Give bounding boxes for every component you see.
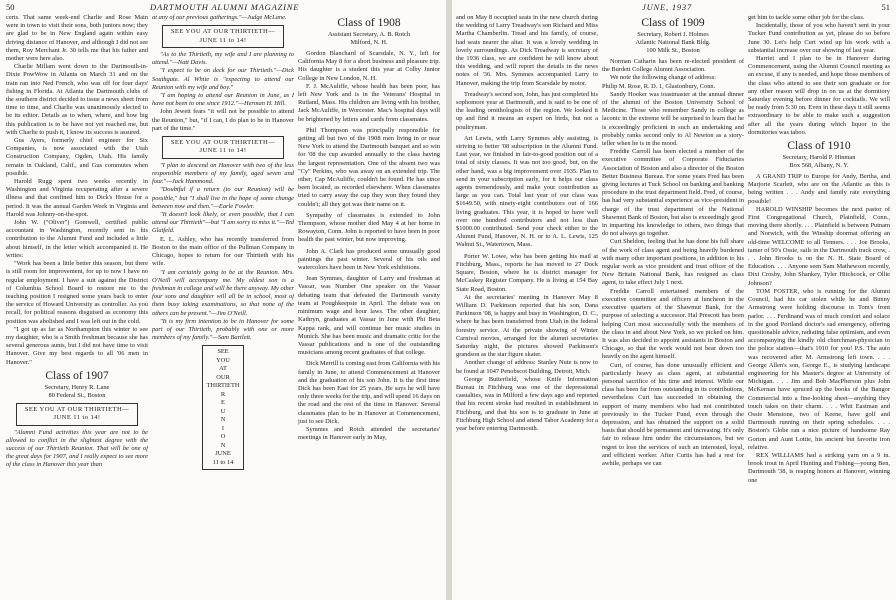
paragraph: Freddie Carroll entertained members of the executive committee and officers at luncheon in the executive quarters of the Shawmut Bank, for the purpose of selecting a successor. Hal Prescott has been helping Curt most successfully with the members of the class in and about New York, so we picked on him. It was also decided to appoint assistants in Boston and Chicago, so that the work would not bear down too heavily on the agent himself. — [602, 287, 744, 361]
class-1907-secretary: Secretary, Henry R. Lane — [44, 383, 110, 391]
paragraph: Sandy Hooker was toastmaster at the annual dinner of the alumni of the Boston University School of Medicine. Those who remember Sandy in college as laconic in the extreme will be surprised to learn that he is exceedingly proficient in such an undertaking and probably ranks second only to Al Newton as a story-teller when he is in the mood. — [602, 90, 744, 148]
paragraph: "Alumni Fund activities this year are not to be allowed to conflict in the slightest degree with the success of our Thirtieth Reunion. That will be one of the great days for 1907, and I really expect to see more of the class in Hanover this year than — [6, 428, 148, 469]
vertical-box-letter: N — [220, 416, 226, 424]
reunion-notice-date: JUNE 11 to 14! — [199, 36, 247, 44]
column-1 — [6, 14, 148, 598]
reunion-notice-box — [162, 25, 284, 48]
paragraph: "I expect to be on deck for our Thirtieth."—Dick Southgate. Al White is "expecting to attend our Reunion with my wife and boy." — [152, 67, 294, 91]
paragraph: George Butterfield, whose Knife Information Bureau in Fitchburg was one of the depressional casualties, was in Milford a few days ago and reported that his recent stroke had resulted in establishment in Fitchburg, and that his son is to graduate in June at Fitchburg High School and attend Tabor Academy for a year before entering Dartmouth. — [456, 375, 598, 432]
paragraph: Philip M. Rose, R. D. 1, Glastonbury, Conn. — [602, 82, 716, 90]
paragraph: "As to the Thirtieth, my wife and I are planning to attend."—Natt Davis. — [152, 51, 294, 67]
left-page-number: 50 — [6, 2, 15, 12]
paragraph: REX WILLIAMS had a striking yarn on a 9 in. brook trout in April Hunting and Fishing—young Ben, Dartmouth '38, is reaping honors at Hanover, winning one — [748, 451, 890, 484]
paragraph: "Doubtful if a return (to our Reunion) will be possible," but "I shall live in the hope of some change between now and then."—Earle Fowler. — [152, 186, 294, 210]
reunion-notice-box — [162, 136, 284, 159]
paragraph: HAROLD WINSHIP becomes the next pastor of First Congregational Church, Plainfield, Conn., moving there shortly. . . . Plainfield is between Putnam and Norwich, with the Winship doormat offering an old-time WELCOME to all Tenners. . . . Joe Brooks, tamer of 50's Ossie, sails in the Dartmouth track crew, . . . John Brooks is on the N. H. State Board of Education. . . . Anyone seen Sam Mathewson recently, Dixi Crosby, John Shankey, Tyler Hitchcock, or Ollie Johnson? — [748, 205, 890, 287]
reunion-notice-line: SEE YOU AT OUR THIRTIETH— — [24, 405, 130, 413]
paragraph: "I am hoping to attend our Reunion in June, as I have not been to one since 1912."—Herman H. Hill. — [152, 92, 294, 108]
vertical-box-word: OUR — [216, 373, 230, 381]
class-1907-address: 80 Federal St., Boston — [48, 391, 106, 399]
vertical-box-letter: U — [220, 407, 226, 415]
vertical-box-word: AT — [219, 365, 227, 373]
class-1909-secretary: Secretary, Robert J. Holmes — [637, 31, 709, 38]
vertical-box-word: YOU — [216, 356, 230, 364]
paragraph: Art Lewis, with Larry Symmes ably assisting, is striving to better '08 subscription in the Alumni Fund. Last year, we finished in fair-to-good position out of a total of sixty classes. It was not too good, but, on the other hand, was a big improvement over 1935. Plan to send in your subscription early, for it helps our class agents tremendously, and make your contribution as large as you can. Total last year of our class was $1649.50, with ninety-eight contributors out of 166 living graduates. This year, it is hoped to have well over one hundred contributors and not less than $1000.00 contributed. Send your check either to the Alumni Fund, Hanover, N. H. or to A. L. Lewis, 125 Walnut St., Watertown, Mass. — [456, 134, 598, 249]
paragraph: Treadway's second son, John, has just completed his sophomore year at Dartmouth, and is said to be one of the leading ornithologists of the region. We looked it up and find it means an expert on birds, but not a poultryman. — [456, 90, 598, 131]
class-1910-secretary: Secretary, Harold P. Hinman — [782, 154, 856, 162]
vertical-box-word: THIRTIETH — [206, 382, 240, 390]
paragraph: Gordon Blanchard of Scarsdale, N. Y., left for California May 8 for a short business and pleasure trip. His daughter is a student this year at Colby Junior College in New London, N. H. — [298, 50, 440, 82]
paragraph: "It doesn't look likely, or even possible, that I can attend our Thirtieth"—but "I am sorry to miss it."—Ted Glatfeld. — [152, 211, 294, 235]
right-running-title: JUNE, 1937 — [642, 2, 693, 12]
right-page-header — [452, 2, 896, 14]
class-1908-address: Milford, N. H. — [350, 39, 388, 46]
column-6 — [748, 14, 890, 598]
paragraph: Sympathy of classmates is extended to John Thompson, whose mother died May 4 at her home in Rowayton, Conn. John is reported to have been in poor health the past winter, but now improving. — [298, 211, 440, 244]
reunion-notice-line: SEE YOU AT OUR THIRTIETH— — [170, 139, 276, 147]
vertical-reunion-box — [202, 345, 244, 470]
column-2 — [152, 14, 294, 598]
vertical-box-word: 11 to 14 — [212, 458, 234, 466]
class-1909-address-line2: 100 Milk St., Boston — [646, 47, 700, 54]
paragraph: Symmes and Rotch attended the secretaries' meetings in Hanover early in May, — [298, 425, 440, 442]
class-1909-address-line1: Atlantic National Bank Bldg. — [635, 39, 711, 46]
vertical-box-word: JUNE — [215, 450, 231, 458]
paragraph: "It is my firm intention to be in Hanover for some part of our Thirtieth, probably with one or more members of my family."—Sam Bartlett. — [152, 317, 294, 342]
paragraph: John Jewett fears "it will not be possible to attend the Reunion," but, "if I can, I do plan to be in Hanover part of the time." — [152, 108, 294, 132]
paragraph: At the secretaries' meeting in Hanover May 8 William D. Parkinson reported that his son, Dana Parkinson '08, is happy and busy in Washington, D. C., where he has been transferred from Utah in the federal forestry service. At the private showing of Winter Carnival movies, arranged for the alumni secretaries Saturday night, the pictures showed Parkinson's grandson as the star figure skater. — [456, 293, 598, 359]
vertical-box-letter: E — [221, 399, 225, 407]
paragraph: Incidentally, those of you who haven't sent in your Tucker Fund contribution as yet, please do so before June 30. Let's help Curt wind up his work with a substantial increase over our showing of last year. — [748, 22, 890, 54]
class-1907-heading: Class of 1907 — [45, 369, 109, 382]
vertical-box-letter: R — [220, 390, 226, 398]
paragraph: John W. ("Oliver") Gomwell, certified public accountant in Washington, recently sent in his contribution to the Alumni Fund and included a little about himself, in the letter which accompanied it. He writes: — [6, 219, 148, 259]
left-running-title: DARTMOUTH ALUMNI MAGAZINE — [150, 2, 300, 12]
vertical-box-letter: I — [221, 424, 225, 432]
paragraph: TOM FOSTER, who is running for the Alumni Council, had his car stolen while he and Bunny Armstrong were holding discourse in Tom's front parlor. . . . Ferdinand was of much comfort and solace in the good Portland doctor's sad emergency, offering questionable advice, radiating false optimism, and even accompanying the kindly old churchman-physician to the police station—that's 1910 for you! P.S. The auto was recovered after M. Armstrong left town. . . . George Allen's son, George E., is studying landscape engineering for his Master's degree at University of Michigan. . . . Jim and Bob MacPherson plus John McKernan have spruced up the books of the Bangor Commercial into a fine-looking sheet—anything they touch takes on their charm. . . . Whit Eastman and Ossie Menstone, two of Keene, have golf and Dartmouth running on their spring schedules. . . . Boston's Globe ran a nice picture of handsome Ray Gorton and Aunt Lottie, his ancient but favorite iron relative. — [748, 287, 890, 451]
paragraph: and on May 8 occupied seats in the new church during the wedding of Larry Treadway's son Richard and Miss Martha Chamberlin. Tread and his family, of course, had seats nearer the altar. It was a lovely wedding in lovely surroundings. As Dick Treadway is secretary of the 1936 class, we are confident he will know about this wedding, and will report the details in the news notes of '36. Mrs. Symmes accompanied Larry to Hanover, making the trip from Scarsdale by motor. — [456, 14, 598, 87]
paragraph: F. J. McAuliffe, whose health has been poor, has left New York and is in the Veterans' Hospital in Rutland, Mass. His children are living with his brother, Jack McAuliffe, in Worcester. Mac's hospital days will be brightened by letters and cards from classmates. — [298, 82, 440, 123]
reunion-notice-date: JUNE 11 to 14! — [199, 147, 247, 155]
paragraph: Harold Rugg spent two weeks recently in Washington and Virginia recuperating after a severe illness and that confined him to Dick's House for a period. It was the annual Garden Week in Virginia and Harold was Johnny-on-the-spot. — [6, 178, 148, 218]
paragraph: "I plan to descend on Hanover with two of the less responsible members of my family, aged seven and four."—Jack Hammond. — [152, 161, 294, 186]
reunion-notice-line: SEE YOU AT OUR THIRTIETH— — [170, 28, 276, 36]
vertical-box-word: SEE — [217, 348, 229, 356]
paragraph: Porter W. Lowe, who has been getting his mail at Fitchburg, Mass., reports he has moved to 27 Dock Square, Boston, where he is district manager for McCaskey Register Company. He is living at 154 Bay State Road, Boston. — [456, 252, 598, 293]
paragraph: Curt Sheldon, feeling that he has done his full share of the work of class agent and being heavily burdened with many other important positions, in addition to his regular work as vice president and trust officer of the New Britain National Bank, has resigned as class agent, to take effect July 1 next. — [602, 238, 744, 287]
paragraph: E. L. Ashley, who has recently transferred from Boston to the main office of the Pullman Company in Chicago, hopes to return for our Thirtieth with his wife. — [152, 235, 294, 268]
paragraph: "I am certainly going to be at the Reunion. Mrs. O'Neill will accompany me. My oldest son is a freshman in college and will be there anyway. My other four sons and daughter will all be in school, most of them busy taking examinations, so that none of the others can be present."—Jim O'Neill. — [152, 268, 294, 317]
class-1909-heading: Class of 1909 — [641, 17, 705, 29]
paragraph: Dick Merrill is coming east from California with his family in June, to attend Commencement at Hanover and the graduation of his son John. It is the first time Dick has been East for 25 years. He says he will have only three weeks for the trip, and will spend 16 days on the road and the rest of the time in Hanover. Several classmates plan to be in Hanover at Commencement, just to see Dick. — [298, 360, 440, 425]
paragraph: "Work has been a little better this season, but there is still room for improvement, for up to now I have no regular employment. I have a suit against the District of Columbia School Board to restore me to the teaching position I resigned some years back to enter the service of Howard University as controller. As you recall, for political reasons disguised as economy this position was abolished and I was left out in the cold. — [6, 260, 148, 325]
paragraph: "I got up as far as Northampton this winter to see my daughter, who is a Smith freshman because she has several generous aunts, but I did not have time to visit Hanover. Give my best regards to all '06 men in Hanover." — [6, 325, 148, 366]
paragraph: Charlie Millam went down to the Dartmouth-in-Dixie PowWow in Atlanta on March 31 and on the train ran into Ned French, who was off for four days' fishing in Florida. At Atlanta the Dartmouth clubs of the southern district decided to issue a news sheet from time to time, and Charlie was unanimously elected to be its editor. Details as to when, where, and how big this publication is to be have not yet reached me, but with Charlie to push it, I know its success is assured. — [6, 63, 148, 136]
column-5 — [602, 14, 744, 598]
vertical-box-letter: N — [220, 441, 226, 449]
paragraph: Norman Catharin has been re-elected president of the Burdett College Alumni Association. — [602, 58, 744, 74]
paragraph: certs. That same week-end Charlie and Rose Main were in town to visit their sons, both juniors now; they are glad to be in New England again within easy driving distance of Hanover, and although I did not see them, Roy Merchant Jr. 30 tells me that his father and mother were here also. — [6, 14, 148, 63]
paragraph: Harriet and I plan to be in Hanover during Commencement, using the Alumni Council meeting as an excuse, if any is needed, and hope those members of the class who attend to see their son graduate or for any other reason will drop in on us at the dormitory Saturday evening before dinner for cocktails. We will be ready from 5:30 on. Even in these days it still seems extraordinary to be able to make such a suggestion after all the years during which liquor in the dormitories was taboo. — [748, 55, 890, 136]
left-page-header — [0, 2, 446, 14]
paragraph: Gus Ayers, formerly chief engineer for Six Companies, is now associated with the Utah Construction Company, Ogden, Utah. His family remain in Oakland, Calif., and Gus commutes when possible. — [6, 137, 148, 177]
paragraph: Curt, of course, has done unusually efficient and particularly heavy as class agent, at substantial personal sacrifice of his time and interest. While our class has been far from outstanding in its contributions, nevertheless Curt has succeeded in obtaining the support of many members who had not contributed previously to the Tucker Fund, even through the depression, and has obtained the support on a solid basis that should be permanent and increasing. It's only fair to release him under the circumstances, but we regret to lose the services of such an interested, loyal, and efficient worker. After Curtis has had a rest for awhile, perhaps we can — [602, 361, 744, 467]
reunion-notice-box — [16, 403, 138, 426]
paragraph: Jean Symmes, daughter of Larry and freshman at Vassar, was Number One speaker on the Vassar debating team that defeated the Dartmouth varsity team at Poughkeepsie in April. The debate was on minimum wage and hour laws. The other daughter, Kathryn, graduates at Vassar in June with Phi Beta Kappa rank, and will continue her music studies in Munich. She has been music and dramatic critic for the Vassar publications and is one of the outstanding musicians among recent graduates of that college. — [298, 275, 440, 357]
right-page-number: 51 — [881, 2, 890, 12]
paragraph: Another change of address: Stanley Nute is now to be found at 1047 Penobscot Building, Detroit, Mich. — [456, 359, 598, 375]
right-page — [452, 0, 896, 600]
class-1908-secretary: Assistant Secretary, A. B. Rotch — [327, 31, 411, 38]
paragraph: at any of our previous gatherings."—Judge McLane. — [152, 14, 287, 21]
paragraph: We note the following change of address: — [610, 74, 716, 82]
reunion-notice-date: JUNE 11 to 14! — [53, 414, 101, 422]
column-4 — [456, 14, 598, 598]
class-1910-address: Box 568, Albany, N. Y. — [789, 162, 849, 170]
left-page — [0, 0, 446, 600]
paragraph: A GRAND TRIP to Europe for Andy, Bertha, and Marjorie Scarlett, who are on the Atlantic as this is being written . . . Andy and family rate everything possible! — [748, 173, 890, 205]
paragraph: get him to tackle some other job for the class. — [748, 14, 865, 21]
class-1908-heading: Class of 1908 — [337, 17, 401, 29]
column-3 — [298, 14, 440, 598]
paragraph: Freddie Carroll has been elected a member of the executive committee of Corporate Fiduciaries Association of Boston and also a director of the Boston Better Business Bureau. For some years Fred has been giving lectures at Tuck School on banking and banking procedure in the trust department field. Fred, of course, has had very substantial experience as vice-president in charge of the trust department of the National Shawmut Bank of Boston, but also is exceedingly good in imparting his knowledge to others, two things that do not always go together. — [602, 148, 744, 238]
class-1910-heading: Class of 1910 — [787, 140, 851, 153]
paragraph: John A. Clark has produced some unusually good paintings the past winter. Several of his oils and watercolors have been in New York exhibitions. — [298, 247, 440, 272]
vertical-box-letter: O — [220, 433, 226, 441]
paragraph: Phil Thompson was principally responsible for getting all but two of the 1908 men living in or near New York to attend the Dartmouth banquet and so win for '08 the cup awarded annually to the class having the largest representation. One of the absent two was "Cy" Perkins, who was away on an extended trip. The other, Cap McAuliffe, couldn't be found. He has since been located, as recorded elsewhere. When classmates tried to carry away the cup they won they found they couldn't; all they got was their name on it. — [298, 126, 440, 208]
